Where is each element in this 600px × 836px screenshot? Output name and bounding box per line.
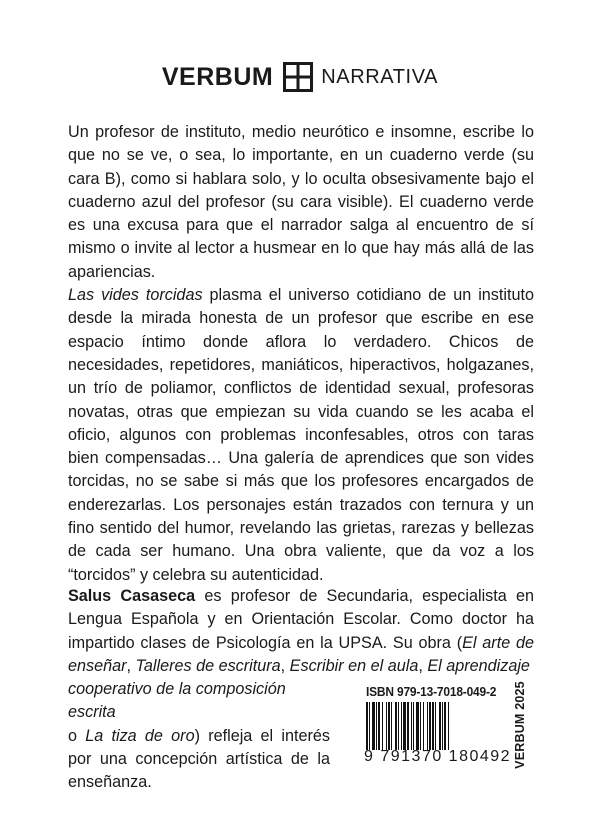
collection-name: NARRATIVA [321, 65, 439, 88]
bio-continued-text: o La tiza de oro) refleja el interés por una concepción artística de la enseñanza. [68, 726, 330, 792]
publisher-name: VERBUM [161, 62, 274, 91]
work-title: Escribir en el aula [289, 656, 419, 675]
publisher-year: VERBUM 2025 [513, 681, 527, 769]
header [0, 62, 600, 92]
window-grid-icon [283, 62, 313, 92]
book-title: Las vides torcidas [68, 286, 203, 305]
book-blurb [68, 121, 534, 587]
spine-label [506, 681, 534, 769]
work-title: La tiza de oro [85, 726, 195, 745]
work-title: Talleres de escritura [135, 656, 281, 675]
blurb-paragraph-2-text: plasma el universo cotidiano de un instituto desde la mirada honesta de un profesor que escribe en ese espacio íntimo donde aflora lo verdadero. Chicos de necesidades, repetidores, maniáticos, hiperactivos, holgazanes, un trío de poliamor, conflictos de identidad sexual, profesoras novatas, otras que empiezan su vida cuando se les acaba el oficio, algunos con problemas inconfesables, otros con taras bien compensadas… Una galería de aprendices que son vides torcidas, no se sabe si más que los profesores encargados de enderezarlas. Los personajes están trazados con ternura y un fino sentido del humor, revelando las grietas, rarezas y bellezas de cada ser humano. Una obra valiente, que da voz a los “torcidos” y celebra su autenticidad. [68, 286, 534, 584]
author-name: Salus Casaseca [68, 587, 196, 605]
isbn-label: ISBN 979-13-7018-049-2 [366, 684, 497, 699]
work-title: cooperativo de la composición escrita [68, 680, 286, 722]
author-bio-continued [68, 678, 330, 794]
work-title: El aprendizaje [427, 656, 530, 675]
blurb-paragraph-2 [68, 284, 534, 587]
author-bio: Salus Casaseca es profesor de Secundaria, especialista en Lengua Española y en Orientación Escolar. Como doctor ha impartido clases de Psicología en la UPSA. Su obra (El arte de enseñar, Talleres de escritura, Escribir en el aula, El aprendizaje [68, 587, 534, 675]
blurb-paragraph-1: Un profesor de instituto, medio neurótico e insomne, escribe lo que no se ve, o sea, lo importante, en un cuaderno verde (su cara B), como si hablara solo, y lo oculta obsesivamente bajo el cuaderno azul del profesor (su cara visible). El cuaderno verde es una excusa para que el narrador salga al encuentro de sí mismo o invite al lector a husmear en lo que hay más allá de las apariencias. [68, 123, 534, 281]
ean-digits: 9 791370 180492 [364, 748, 512, 765]
barcode-bars [364, 702, 504, 750]
work-title: El arte de enseñar [68, 633, 534, 675]
